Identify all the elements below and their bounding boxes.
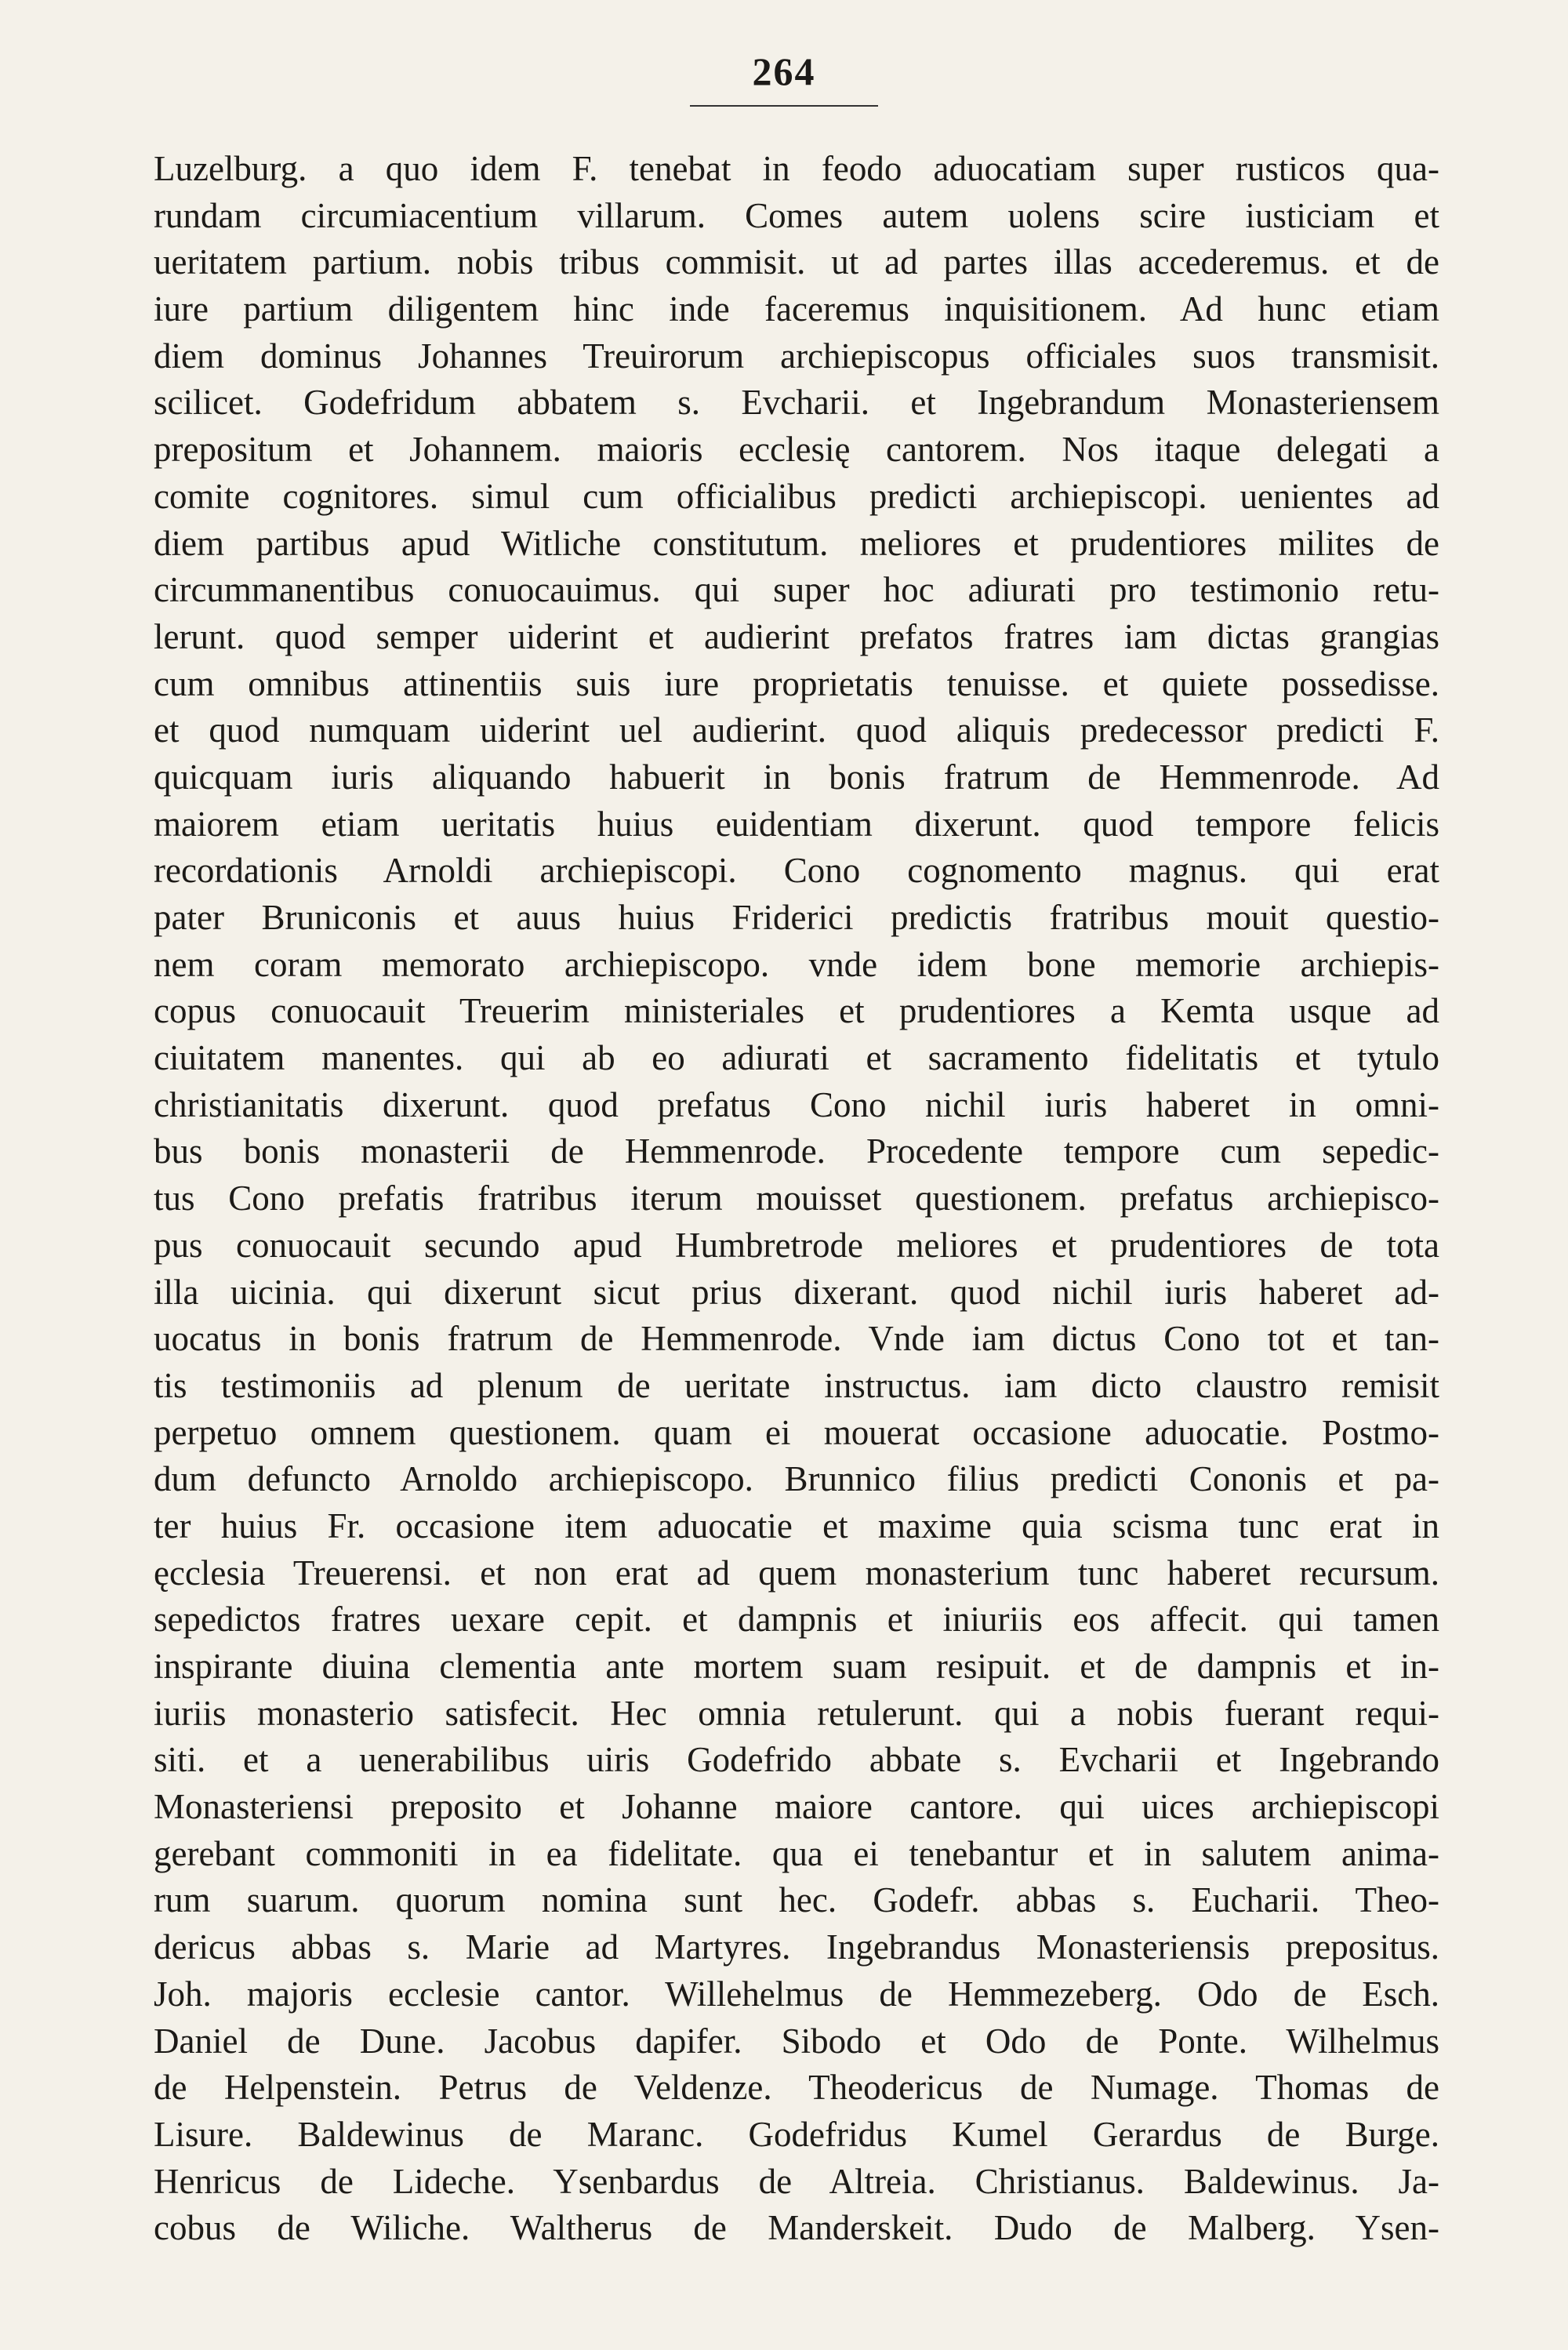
text-line: inspirante diuina clementia ante mortem suam resipuit. et de dampnis et in- [154, 1647, 1439, 1686]
text-line: comite cognitores. simul cum officialibus predicti archiepiscopi. uenientes ad [154, 476, 1439, 516]
text-line: illa uicinia. qui dixerunt sicut prius dixerant. quod nichil iuris haberet ad- [154, 1272, 1439, 1312]
text-line: diem dominus Johannes Treuirorum archiepiscopus officiales suos transmisit. [154, 336, 1439, 376]
text-line: scilicet. Godefridum abbatem s. Evcharii. et Ingebrandum Monasteriensem [154, 383, 1439, 423]
text-line: ciuitatem manentes. qui ab eo adiurati et sacramento fidelitatis et tytulo [154, 1038, 1439, 1078]
text-line: maiorem etiam ueritatis huius euidentiam dixerunt. quod tempore felicis [154, 804, 1439, 844]
text-line: uocatus in bonis fratrum de Hemmenrode. Vnde iam dictus Cono tot et tan- [154, 1319, 1439, 1359]
page-number: 264 [752, 49, 816, 93]
text-line: ęcclesia Treuerensi. et non erat ad quem monasterium tunc haberet recursum. [154, 1553, 1439, 1593]
text-line: quicquam iuris aliquando habuerit in bonis fratrum de Hemmenrode. Ad [154, 757, 1439, 797]
text-line: dum defuncto Arnoldo archiepiscopo. Brunnico filius predicti Cononis et pa- [154, 1459, 1439, 1499]
text-line: ueritatem partium. nobis tribus commisit. ut ad partes illas accederemus. et de [154, 242, 1439, 282]
text-line: et quod numquam uiderint uel audierint. quod aliquis predecessor predicti F. [154, 710, 1439, 750]
text-line: Joh. majoris ecclesie cantor. Willehelmus de Hemmezeberg. Odo de Esch. [154, 1974, 1439, 2014]
text-line: rum suarum. quorum nomina sunt hec. Godefr. abbas s. Eucharii. Theo- [154, 1880, 1439, 1920]
text-line: iure partium diligentem hinc inde faceremus inquisitionem. Ad hunc etiam [154, 289, 1439, 329]
text-line: tis testimoniis ad plenum de ueritate instructus. iam dicto claustro remisit [154, 1365, 1439, 1405]
text-line: dericus abbas s. Marie ad Martyres. Ingebrandus Monasteriensis prepositus. [154, 1927, 1439, 1967]
text-line: circummanentibus conuocauimus. qui super hoc adiurati pro testimonio retu- [154, 570, 1439, 610]
text-line: perpetuo omnem questionem. quam ei mouerat occasione aduocatie. Postmo- [154, 1412, 1439, 1452]
text-line: iuriis monasterio satisfecit. Hec omnia retulerunt. qui a nobis fuerant requi- [154, 1693, 1439, 1733]
text-line: Lisure. Baldewinus de Maranc. Godefridus Kumel Gerardus de Burge. [154, 2114, 1439, 2154]
text-line: Daniel de Dune. Jacobus dapifer. Sibodo et Odo de Ponte. Wilhelmus [154, 2021, 1439, 2061]
text-line: bus bonis monasterii de Hemmenrode. Procedente tempore cum sepedic- [154, 1131, 1439, 1171]
body-text [154, 146, 1439, 2252]
text-line: Luzelburg. a quo idem F. tenebat in feodo aduocatiam super rusticos qua- [154, 149, 1439, 188]
text-line: nem coram memorato archiepiscopo. vnde idem bone memorie archiepis- [154, 944, 1439, 984]
text-line: copus conuocauit Treuerim ministeriales et prudentiores a Kemta usque ad [154, 991, 1439, 1031]
text-line: prepositum et Johannem. maioris ecclesię cantorem. Nos itaque delegati a [154, 430, 1439, 470]
text-line: diem partibus apud Witliche constitutum. meliores et prudentiores milites de [154, 523, 1439, 563]
text-line: christianitatis dixerunt. quod prefatus Cono nichil iuris haberet in omni- [154, 1084, 1439, 1124]
text-line: pus conuocauit secundo apud Humbretrode meliores et prudentiores de tota [154, 1225, 1439, 1265]
text-line: Monasteriensi preposito et Johanne maiore cantore. qui uices archiepiscopi [154, 1787, 1439, 1827]
header-rule [690, 105, 878, 107]
text-line: pater Bruniconis et auus huius Friderici predictis fratribus mouit questio- [154, 898, 1439, 937]
text-line: ter huius Fr. occasione item aduocatie et maxime quia scisma tunc erat in [154, 1506, 1439, 1545]
text-line: sepedictos fratres uexare cepit. et dampnis et iniuriis eos affecit. qui tamen [154, 1600, 1439, 1640]
text-line: Henricus de Lideche. Ysenbardus de Altreia. Christianus. Baldewinus. Ja- [154, 2161, 1439, 2201]
text-line: recordationis Arnoldi archiepiscopi. Cono cognomento magnus. qui erat [154, 851, 1439, 891]
text-line: lerunt. quod semper uiderint et audierint prefatos fratres iam dictas grangias [154, 616, 1439, 656]
text-line: cobus de Wiliche. Waltherus de Manderskeit. Dudo de Malberg. Ysen- [154, 2208, 1439, 2248]
text-line: cum omnibus attinentiis suis iure proprietatis tenuisse. et quiete possedisse. [154, 663, 1439, 703]
text-line: gerebant commoniti in ea fidelitate. qua ei tenebantur et in salutem anima- [154, 1833, 1439, 1873]
text-line: de Helpenstein. Petrus de Veldenze. Theodericus de Numage. Thomas de [154, 2068, 1439, 2108]
text-line: tus Cono prefatis fratribus iterum mouisset questionem. prefatus archiepisco- [154, 1179, 1439, 1219]
text-line: siti. et a uenerabilibus uiris Godefrido abbate s. Evcharii et Ingebrando [154, 1740, 1439, 1780]
text-line: rundam circumiacentium villarum. Comes autem uolens scire iusticiam et [154, 195, 1439, 235]
